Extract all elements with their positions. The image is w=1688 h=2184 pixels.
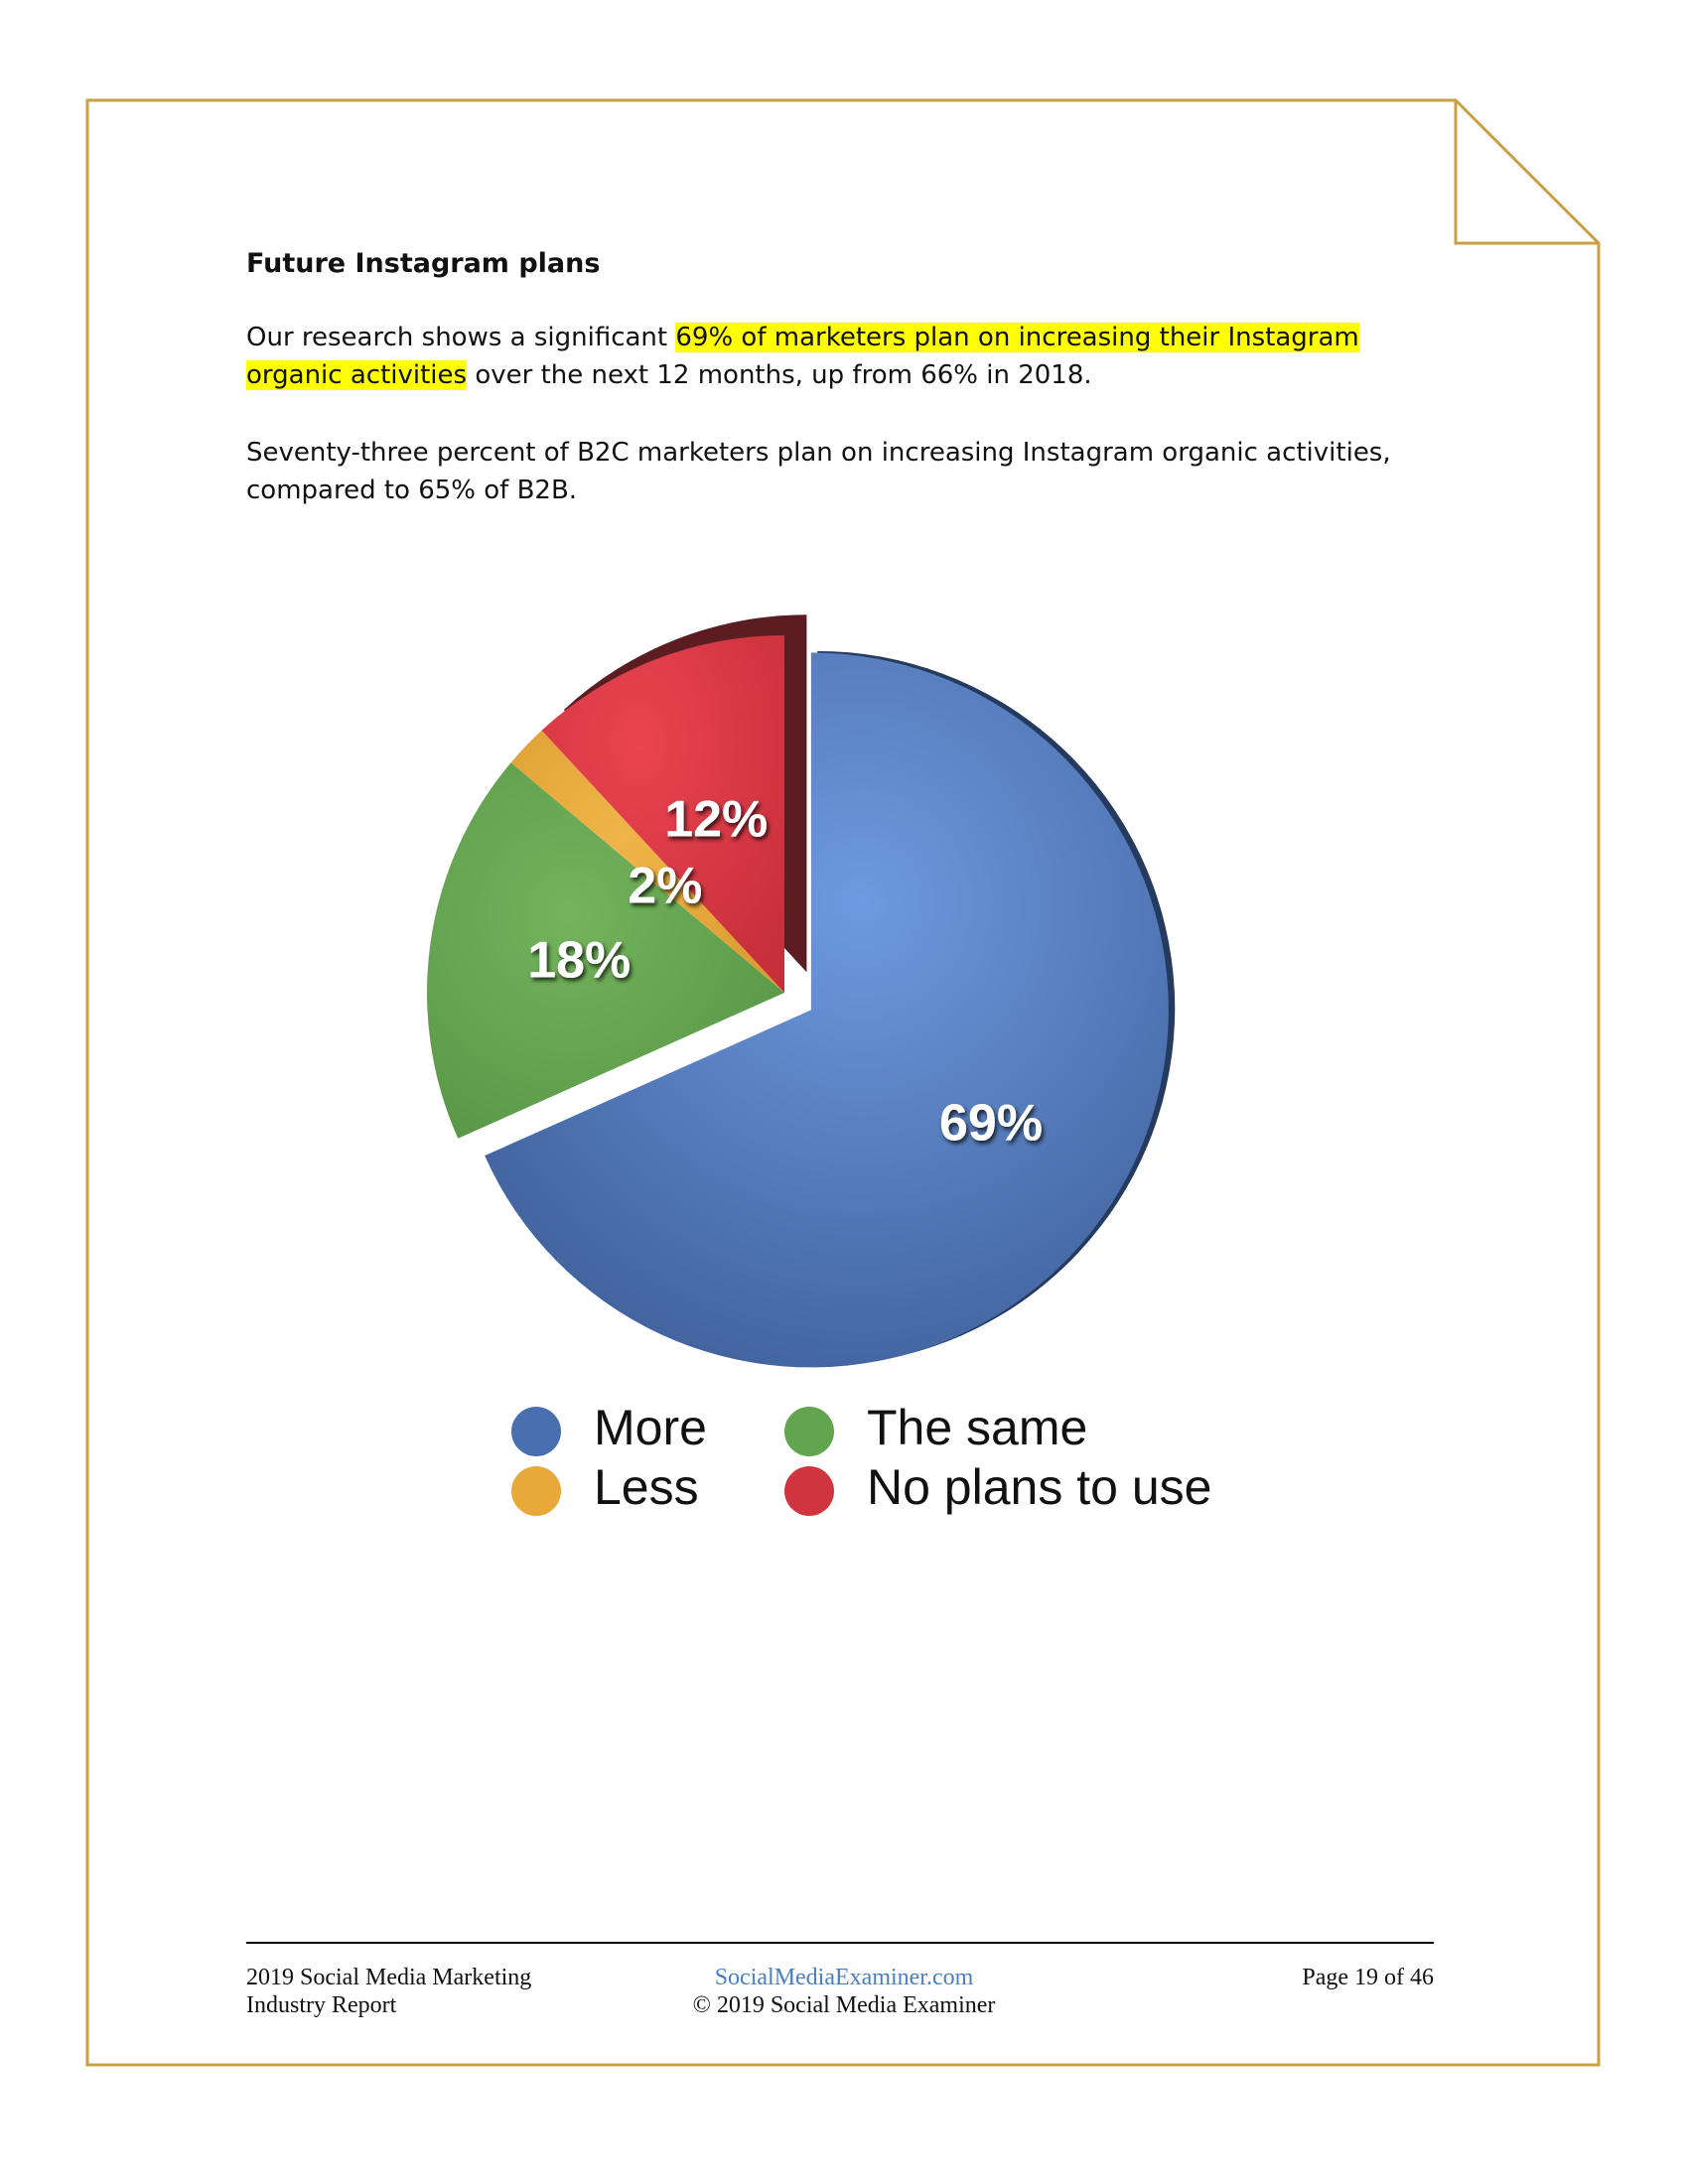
legend-swatch-no-plans-to-use [784,1466,834,1516]
pie-chart [397,576,1291,1529]
footer-page-number: Page 19 of 46 [1302,1965,1434,1990]
paragraph-2: Seventy-three percent of B2C marketers plan on increasing Instagram organic activities, compared to 65% of B2B. [246,438,1391,505]
footer-site-link[interactable]: SocialMediaExaminer.com [714,1965,974,1990]
slice-label-no-plans-to-use: 12% [664,790,769,849]
paragraph-1-post: over the next 12 months, up from 66% in 2018. [467,360,1092,390]
slice-label-less: 2% [628,857,703,915]
legend-label-less: Less [594,1459,699,1516]
pie-chart-container [397,576,1291,1529]
legend-swatch-more [511,1407,561,1456]
paragraph-1 [246,319,1438,394]
legend-label-more: More [594,1400,707,1456]
legend-label-the-same: The same [867,1400,1088,1456]
main-content [246,248,1438,549]
legend-swatch-less [511,1466,561,1516]
paragraph-1-pre: Our research shows a significant [246,323,676,352]
slice-label-more: 69% [939,1094,1044,1153]
footer-rule [246,1942,1434,1944]
legend-label-no-plans-to-use: No plans to use [867,1459,1212,1516]
footer-center [596,1964,1092,2019]
footer-left-line2: Industry Report [246,1992,397,2018]
footer-copyright: © 2019 Social Media Examiner [692,1992,996,2018]
footer-left-line1: 2019 Social Media Marketing [246,1965,532,1990]
footer-report-title [246,1964,531,2019]
slice-label-the-same: 18% [527,931,632,990]
paragraph-1-highlight: 69% of marketers plan on increasing their Instagram organic activities [246,323,1359,390]
legend-swatch-the-same [784,1407,834,1456]
section-heading: Future Instagram plans [246,248,601,279]
